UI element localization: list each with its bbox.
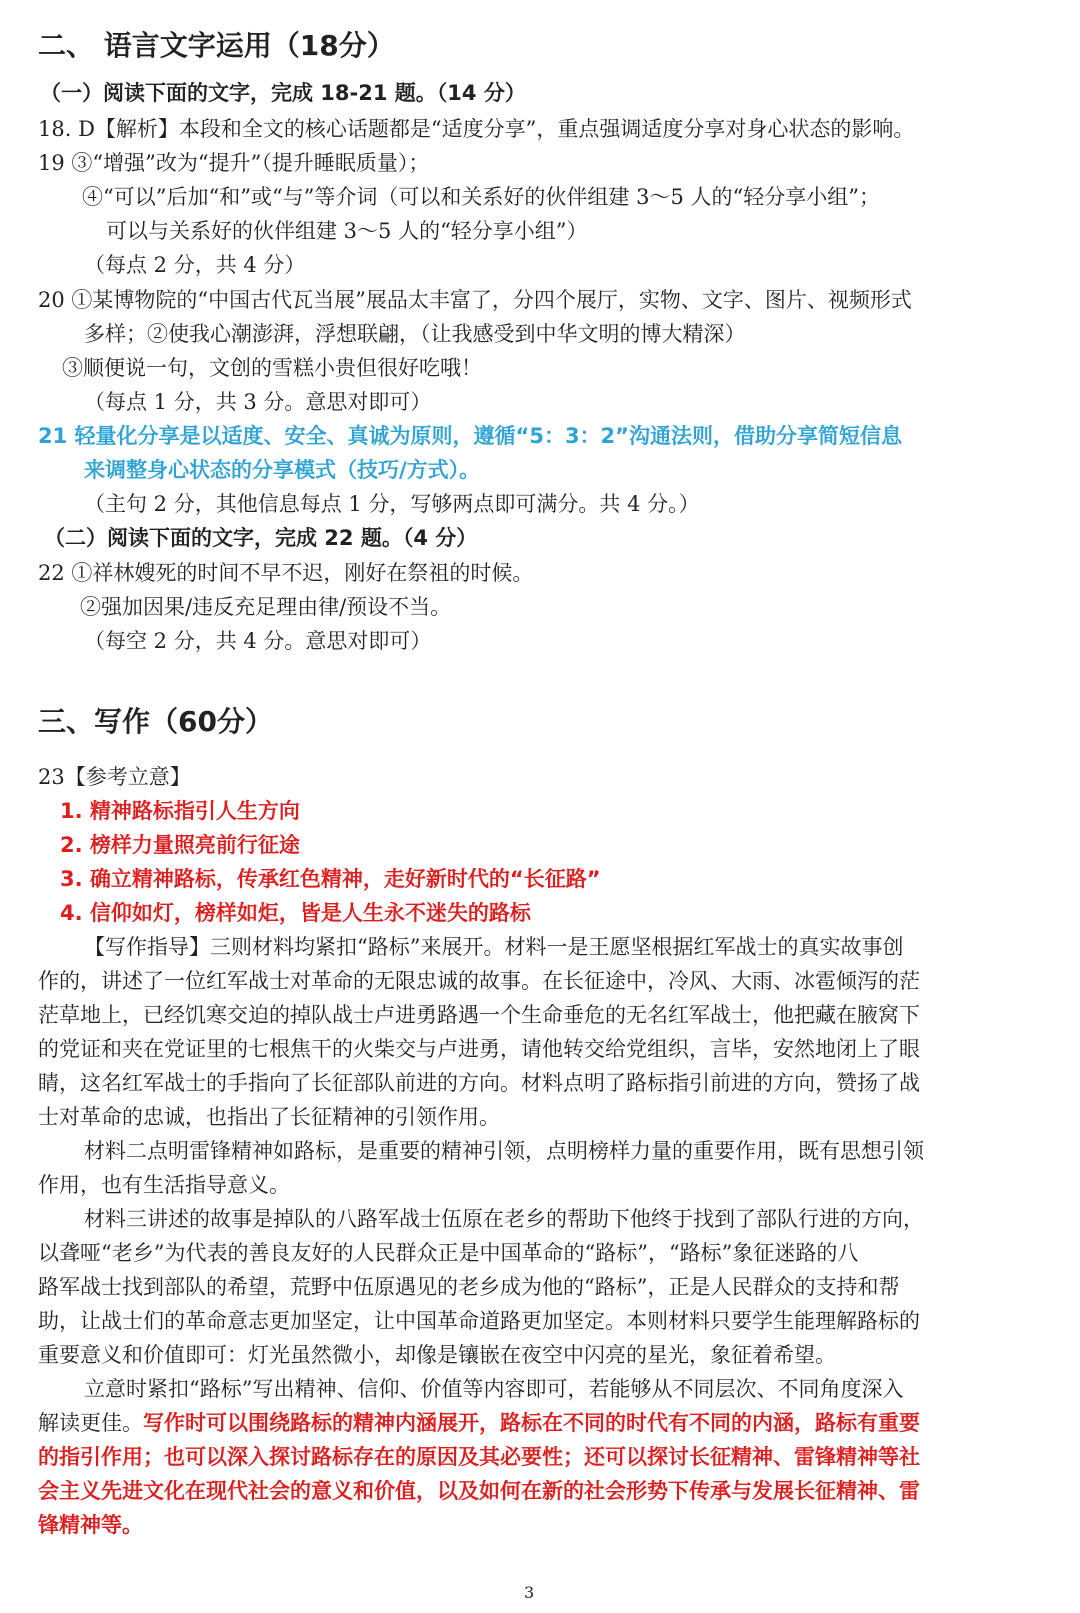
answer-22-score: （每空 2 分，共 4 分。意思对即可） [84,629,432,653]
intent-item: 3. 确立精神路标，传承红色精神，走好新时代的“长征路” [60,867,601,891]
guide-line: 重要意义和价值即可：灯光虽然微小，却像是镶嵌在夜空中闪亮的星光，象征着希望。 [38,1343,836,1367]
answer-20-score: （每点 1 分，共 3 分。意思对即可） [84,390,432,414]
guide-highlight-line: 锋精神等。 [38,1513,143,1537]
section-2-title: 二、 语言文字运用（18分） [38,29,395,62]
guide-line: 【写作指导】三则材料均紧扣“路标”来展开。材料一是王愿坚根据红军战士的真实故事创 [84,935,904,959]
guide-line: 材料二点明雷锋精神如路标，是重要的精神引领，点明榜样力量的重要作用，既有思想引领 [84,1139,924,1163]
guide-highlight-line: 会主义先进文化在现代社会的意义和价值，以及如何在新的社会形势下传承与发展长征精神、雷 [38,1479,920,1503]
guide-highlight: 写作时可以围绕路标的精神内涵展开，路标在不同的时代有不同的内涵，路标有重要 [143,1411,920,1435]
answer-20-line: 20 ①某博物院的“中国古代瓦当展”展品太丰富了，分四个展厅，实物、文字、图片、视频形式 [38,288,912,312]
guide-line: 以聋哑“老乡”为代表的善良友好的人民群众正是中国革命的“路标”，“路标”象征迷路的八 [38,1241,859,1265]
guide-line: 作用，也有生活指导意义。 [38,1173,290,1197]
answer-19-line: 19 ③“增强”改为“提升”（提升睡眠质量）； [38,151,430,175]
guide-line: 材料三讲述的故事是掉队的八路军战士伍原在老乡的帮助下他终于找到了部队行进的方向， [84,1207,924,1231]
answer-19-line: ④“可以”后加“和”或“与”等介词（可以和关系好的伙伴组建 3～5 人的“轻分享小组”； [82,185,880,209]
page-number: 3 [524,1583,535,1602]
answer-22-line: ②强加因果/违反充足理由律/预设不当。 [80,595,452,619]
guide-line: 立意时紧扣“路标”写出精神、信仰、价值等内容即可，若能够从不同层次、不同角度深入 [84,1377,904,1401]
intent-item: 2. 榜样力量照亮前行征途 [60,833,300,857]
guide-line: 士对革命的忠诚，也指出了长征精神的引领作用。 [38,1105,500,1129]
guide-line-mixed [38,1408,920,1438]
answer-18: 18. D【解析】本段和全文的核心话题都是“适度分享”，重点强调适度分享对身心状态的影响。 [38,117,915,141]
answer-23-label: 23【参考立意】 [38,765,191,789]
answer-19-score: （每点 2 分，共 4 分） [84,253,306,277]
answer-20-line: ③顺便说一句，文创的雪糕小贵但很好吃哦！ [62,356,482,380]
guide-line: 作的，讲述了一位红军战士对革命的无限忠诚的故事。在长征途中，冷风、大雨、冰雹倾泻的茫 [38,969,920,993]
answer-22-line: 22 ①祥林嫂死的时间不早不迟，刚好在祭祖的时候。 [38,561,534,585]
guide-highlight-line: 的指引作用；也可以深入探讨路标存在的原因及其必要性；还可以探讨长征精神、雷锋精神等社 [38,1445,920,1469]
guide-line: 茫草地上，已经饥寒交迫的掉队战士卢进勇路遇一个生命垂危的无名红军战士，他把藏在腋窝下 [38,1003,920,1027]
intent-item: 1. 精神路标指引人生方向 [60,799,300,823]
guide-line: 路军战士找到部队的希望，荒野中伍原遇见的老乡成为他的“路标”，正是人民群众的支持和帮 [38,1275,900,1299]
guide-line: 助，让战士们的革命意志更加坚定，让中国革命道路更加坚定。本则材料只要学生能理解路标的 [38,1309,920,1333]
section-3-title: 三、写作（60分） [38,705,273,738]
answer-19-line: 可以与关系好的伙伴组建 3～5 人的“轻分享小组”） [106,219,588,243]
guide-line: 睛，这名红军战士的手指向了长征部队前进的方向。材料点明了路标指引前进的方向，赞扬了战 [38,1071,920,1095]
part-1-heading: （一）阅读下面的文字，完成 18-21 题。（14 分） [40,81,526,105]
guide-line: 的党证和夹在党证里的七根焦干的火柴交与卢进勇，请他转交给党组织，言毕，安然地闭上了眼 [38,1037,920,1061]
part-2-heading: （二）阅读下面的文字，完成 22 题。（4 分） [44,526,478,550]
answer-21-line: 21 轻量化分享是以适度、安全、真诚为原则，遵循“5：3：2”沟通法则，借助分享简短信息 [38,424,902,448]
intent-item: 4. 信仰如灯，榜样如炬，皆是人生永不迷失的路标 [60,901,531,925]
guide-text: 解读更佳。 [38,1411,143,1435]
answer-21-line: 来调整身心状态的分享模式（技巧/方式）。 [84,458,481,482]
answer-21-score: （主句 2 分，其他信息每点 1 分，写够两点即可满分。共 4 分。） [84,492,700,516]
answer-20-line: 多样；②使我心潮澎湃，浮想联翩，（让我感受到中华文明的博大精深） [84,322,746,346]
